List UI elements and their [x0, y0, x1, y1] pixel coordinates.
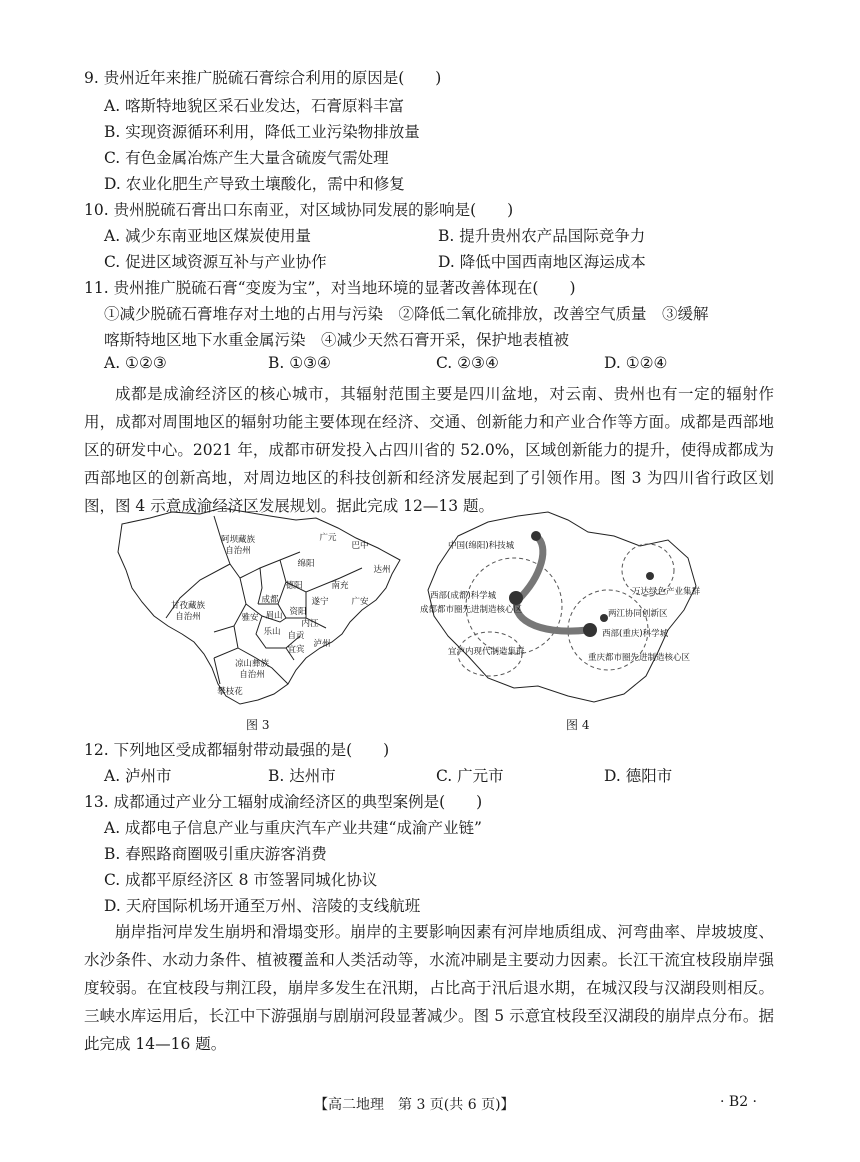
sichuan-admin-map — [110, 508, 410, 708]
wanda-node — [646, 572, 654, 580]
label-suining: 遂宁 — [311, 597, 329, 607]
label-mianyang: 绵阳 — [297, 559, 315, 569]
passage-chengdu: 成都是成渝经济区的核心城市，其辐射范围主要是四川盆地，对云南、贵州也有一定的辐射作用，成都对周围地区的辐射功能主要体现在经济、交通、创新能力和产业合作等方面。成都是西部地区的研发中心。2021 年，成都市研发投入占四川省的 52.0%，区域创新能力的提升，使得成都成为西部地区的创新高地，对周边地区的科技创新和经济发展起到了引领作用。图 3 为四川省行政区划图，图 4 示意成渝经济区发展规划。据此完成 12—13 题。 — [84, 385, 775, 515]
fig3-caption: 图 3 — [246, 718, 270, 732]
q12-option-d: D. 德阳市 — [604, 767, 673, 785]
q13-option-b: B. 春熙路商圈吸引重庆游客消费 — [104, 845, 327, 863]
q13-option-c: C. 成都平原经济区 8 市签署同城化协议 — [104, 871, 378, 889]
label-guangyuan: 广元 — [319, 533, 337, 543]
label-ganzi-2: 自治州 — [175, 612, 201, 622]
label-yaan: 雅安 — [241, 613, 259, 623]
q12-option-a: A. 泸州市 — [104, 767, 172, 785]
q11-option-c: C. ②③④ — [436, 354, 499, 372]
label-bazhong: 巴中 — [351, 541, 369, 551]
label-yilu: 宜泸内现代制造集群 — [448, 647, 525, 657]
liangjiang-node — [600, 614, 608, 622]
label-liangjiang: 两江协同创新区 — [608, 609, 668, 619]
label-xibu-cq: 西部(重庆)科学城 — [602, 629, 669, 639]
label-zigong: 自贡 — [287, 631, 305, 641]
passage-bank-collapse: 崩岸指河岸发生崩坍和滑塌变形。崩岸的主要影响因素有河岸地质组成、河弯曲率、岸坡坡度、水沙条件、水动力条件、植被覆盖和人类活动等，水流冲刷是主要动力因素。长江干流宜枝段崩岸强度较弱。在宜枝段与荆江段，崩岸多发生在汛期，占比高于汛后退水期，在城汉段与汉湖段则相反。三峡水库运用后，长江中下游强崩与剧崩河段显著减少。图 5 示意宜枝段至汉湖段的崩岸点分布。据此完成 14—16 题。 — [84, 923, 774, 1053]
label-meishan: 眉山 — [265, 611, 283, 621]
q11-option-b: B. ①③④ — [268, 354, 331, 372]
label-chengdu: 成都 — [261, 595, 279, 605]
label-wanda: 万达绿色产业集群 — [632, 587, 701, 597]
label-panzhihua: 攀枝花 — [217, 687, 243, 697]
q11-items-line1: ①减少脱硫石膏堆存对土地的占用与污染 ②降低二氧化硫排放，改善空气质量 ③缓解 — [104, 305, 709, 323]
chengyu-plan-map — [418, 506, 703, 706]
q13-stem: 13. 成都通过产业分工辐射成渝经济区的典型案例是( ) — [84, 793, 483, 811]
q13-option-d: D. 天府国际机场开通至万州、涪陵的支线航班 — [104, 897, 421, 915]
label-ziyang: 资阳 — [289, 607, 307, 617]
label-liangshan-2: 自治州 — [239, 670, 265, 680]
q11-option-a: A. ①②③ — [104, 354, 167, 372]
q9-stem: 9. 贵州近年来推广脱硫石膏综合利用的原因是( ) — [84, 69, 442, 87]
label-aba-2: 自治州 — [225, 546, 251, 556]
q11-items-line2: 喀斯特地区地下水重金属污染 ④减少天然石膏开采，保护地表植被 — [104, 331, 570, 349]
label-cq-core: 重庆都市圈先进制造核心区 — [588, 653, 691, 663]
mianyang-node — [531, 531, 541, 541]
q9-option-b: B. 实现资源循环利用，降低工业污染物排放量 — [104, 123, 420, 141]
q11-stem: 11. 贵州推广脱硫石膏“变废为宝”，对当地环境的显著改善体现在( ) — [84, 279, 576, 297]
q10-option-a: A. 减少东南亚地区煤炭使用量 — [104, 227, 312, 245]
label-xibu-chengdu: 西部(成都)科学城 — [430, 591, 497, 601]
q10-option-d: D. 降低中国西南地区海运成本 — [438, 253, 646, 271]
label-liangshan: 凉山彝族 — [234, 659, 270, 669]
q10-option-c: C. 促进区域资源互补与产业协作 — [104, 253, 327, 271]
label-deyang: 德阳 — [285, 581, 303, 591]
label-leshan: 乐山 — [263, 627, 281, 637]
label-nanchong: 南充 — [331, 581, 349, 591]
q13-option-a: A. 成都电子信息产业与重庆汽车产业共建“成渝产业链” — [104, 819, 482, 837]
chengdu-node — [509, 591, 523, 605]
q9-option-c: C. 有色金属冶炼产生大量含硫废气需处理 — [104, 149, 389, 167]
chongqing-node — [583, 623, 597, 637]
q11-option-d: D. ①②④ — [604, 354, 668, 372]
q12-stem: 12. 下列地区受成都辐射带动最强的是( ) — [84, 741, 390, 759]
label-aba: 阿坝藏族 — [220, 535, 256, 545]
innovation-corridor — [516, 536, 588, 631]
label-neijiang: 内江 — [301, 619, 319, 629]
page-footer: 【高二地理 第 3 页(共 6 页)】 — [314, 1097, 515, 1113]
fig4-caption: 图 4 — [566, 718, 590, 732]
q12-option-c: C. 广元市 — [436, 767, 504, 785]
q10-stem: 10. 贵州脱硫石膏出口东南亚，对区域协同发展的影响是( ) — [84, 201, 514, 219]
q9-option-a: A. 喀斯特地貌区采石业发达，石膏原料丰富 — [104, 97, 405, 115]
label-yibin: 宜宾 — [287, 645, 305, 655]
label-ganzi: 甘孜藏族 — [170, 601, 206, 611]
q12-option-b: B. 达州市 — [268, 767, 336, 785]
label-cd-core: 成都都市圈先进制造核心区 — [420, 605, 523, 615]
label-guangan: 广安 — [351, 597, 369, 607]
q10-option-b: B. 提升贵州农产品国际竞争力 — [438, 227, 646, 245]
label-luzhou: 泸州 — [313, 639, 331, 649]
label-dazhou: 达州 — [373, 565, 391, 575]
page-code: · B2 · — [720, 1094, 757, 1110]
label-mianyang-kjc: 中国(绵阳)科技城 — [448, 541, 515, 551]
q9-option-d: D. 农业化肥生产导致土壤酸化，需中和修复 — [104, 175, 405, 193]
